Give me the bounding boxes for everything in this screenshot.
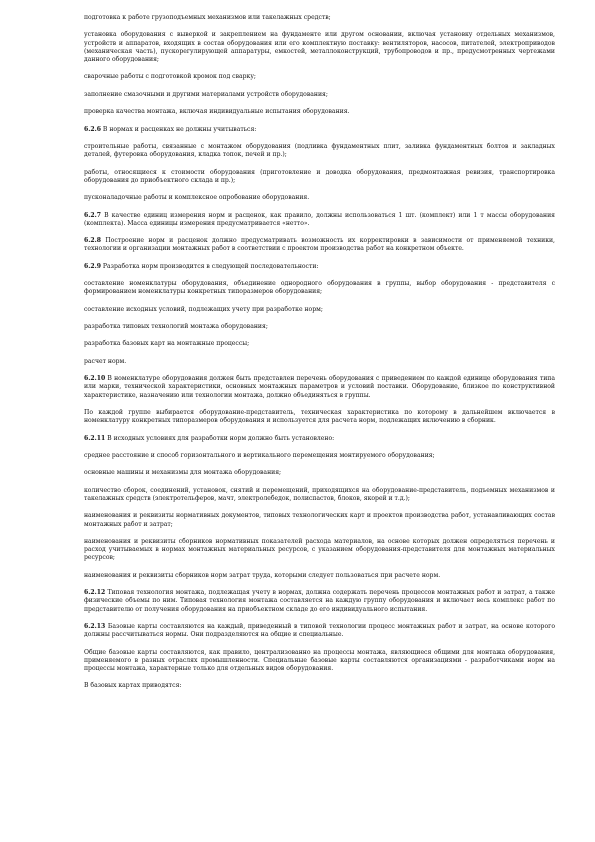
paragraph-text: заполнение смазочными и другими материалами устройств оборудования;	[84, 90, 328, 98]
paragraph-text: разработка типовых технологий монтажа оборудования;	[84, 323, 268, 331]
paragraph-text: В качестве единиц измерения норм и расценок, как правило, должны использоваться 1 шт. (комплект) или 1 т массы оборудования (комплекта). Масса единицы измерения предусматривается «нетто».	[84, 211, 555, 227]
paragraph-text: пусконаладочные работы и комплексное опробование оборудования.	[84, 194, 310, 202]
clause-number: 6.2.12	[84, 589, 106, 597]
paragraph	[84, 143, 555, 159]
paragraph	[84, 589, 555, 614]
paragraph	[84, 108, 555, 116]
paragraph-text: работы, относящиеся к стоимости оборудования (приготовление и доводка оборудования, предмонтажная ревизия, транспортировка оборудования до приобъектного склада и пр.);	[84, 168, 555, 184]
paragraph-text: составление исходных условий, подлежащих учету при разработке норм;	[84, 305, 323, 313]
paragraph	[84, 538, 555, 563]
paragraph-text: Базовые карты составляются на каждый, приведенный в типовой технологии процесс монтажных работ и затрат, на основе которого должны рассчитываться нормы. Они подразделяются на общие и специальные.	[84, 623, 555, 639]
paragraph	[84, 14, 555, 22]
paragraph-text: В номенклатуре оборудования должен быть представлен перечень оборудования с приведением по каждой единице оборудования типа или марки, технической характеристики, основных монтажных параметров и условий поставки. Оборудование, близкое по конструктивной характеристике, назначению или технологии монтажа, должно объединяться в группы.	[84, 375, 555, 399]
paragraph-text: В нормах и расценках не должны учитываться:	[100, 125, 257, 133]
paragraph-text: подготовка к работе грузоподъемных механизмов или такелажных средств;	[84, 14, 331, 21]
paragraph	[84, 375, 555, 400]
paragraph	[84, 194, 555, 202]
clause-number: 6.2.10	[84, 375, 106, 383]
paragraph-text: В исходных условиях для разработки норм должно быть установлено:	[105, 434, 335, 442]
paragraph	[84, 237, 555, 253]
clause-number: 6.2.8	[84, 237, 101, 245]
paragraph	[84, 280, 555, 296]
paragraph	[84, 323, 555, 331]
document-body	[84, 14, 555, 691]
paragraph-text: наименования и реквизиты сборников норм затрат труда, которыми следует пользоваться при расчете норм.	[84, 571, 441, 579]
paragraph-text: основные машины и механизмы для монтажа оборудования;	[84, 469, 282, 477]
paragraph-text: разработка базовых карт на монтажные процессы;	[84, 340, 250, 348]
paragraph-text: Типовая технология монтажа, подлежащая учету в нормах, должна содержать перечень процессов монтажных работ и затрат, а также физические объемы по ним. Типовая технология монтажа составляется на каждую группу оборудования и включает весь комплекс работ по представителю от получения оборудования на приобъектном складе до его индивидуального испытания.	[84, 589, 555, 613]
paragraph	[84, 682, 555, 690]
paragraph-text: В базовых картах приводятся:	[84, 682, 182, 690]
paragraph-text: установка оборудования с выверкой и закреплением на фундаменте или другом основании, включая установку отдельных механизмов, устройств и аппаратов, входящих в состав оборудования или его комплектную поставку: вентиляторов, насосов, питателей, электроприводов (механическая часть), пускорегулирующей аппаратуры, емкостей, металлоконструкций, трубопроводов и пр., предусмотренных чертежами данного оборудования;	[84, 31, 555, 63]
paragraph-text: расчет норм.	[84, 357, 127, 365]
paragraph	[84, 572, 555, 580]
paragraph	[84, 91, 555, 99]
clause-number: 6.2.9	[84, 262, 101, 270]
paragraph-text: составление номенклатуры оборудования, объединение однородного оборудования в группы, выбор оборудования - представителя с формированием номенклатуры конкретных типоразмеров оборудования;	[84, 280, 555, 296]
paragraph	[84, 263, 555, 271]
clause-number: 6.2.7	[84, 211, 101, 219]
paragraph	[84, 73, 555, 81]
clause-number: 6.2.11	[84, 434, 106, 442]
clause-number: 6.2.6	[84, 125, 101, 133]
paragraph	[84, 469, 555, 477]
paragraph-text: Построение норм и расценок должно предусматривать возможность их корректировки в зависимости от применяемой техники, технологии и организации монтажных работ в соответствии с проектом производства работ на конкретном объекте.	[84, 237, 555, 253]
clause-number: 6.2.13	[84, 623, 106, 630]
paragraph	[84, 452, 555, 460]
paragraph	[84, 306, 555, 314]
paragraph-text: среднее расстояние и способ горизонтального и вертикального перемещения монтируемого оборудования;	[84, 452, 435, 460]
paragraph	[84, 435, 555, 443]
paragraph	[84, 358, 555, 366]
paragraph-text: сварочные работы с подготовкой кромок под сварку;	[84, 73, 256, 81]
paragraph-text: Общие базовые карты составляются, как правило, централизованно на процессы монтажа, являющиеся общими для монтажа оборудования, применяемого в разных отраслях промышленности. Специальные базовые карты составляются организациями - разработчиками норм на процессы монтажа, характерные только для отдельных видов оборудования.	[84, 648, 555, 672]
paragraph	[84, 169, 555, 185]
paragraph	[84, 212, 555, 228]
paragraph	[84, 340, 555, 348]
paragraph-text: По каждой группе выбирается оборудование-представитель, техническая характеристика по которому в дальнейшем включается в номенклатуру конкретных типоразмеров оборудования и используется для расчета норм, подлежащих включению в сборник.	[84, 409, 555, 425]
paragraph-text: проверка качества монтажа, включая индивидуальные испытания оборудования.	[84, 108, 350, 116]
paragraph	[84, 126, 555, 134]
paragraph-text: Разработка норм производится в следующей последовательности:	[100, 262, 319, 270]
paragraph	[84, 409, 555, 425]
paragraph	[84, 31, 555, 64]
paragraph	[84, 487, 555, 503]
paragraph	[84, 649, 555, 674]
paragraph	[84, 623, 555, 639]
paragraph-text: наименования и реквизиты нормативных документов, типовых технологических карт и проектов производства работ, устанавливающих состав монтажных работ и затрат;	[84, 512, 555, 528]
paragraph-text: строительные работы, связанные с монтажом оборудования (подливка фундаментных плит, заливка фундаментных болтов и закладных деталей, футеровка оборудования, кладка топок, печей и пр.);	[84, 142, 555, 159]
paragraph	[84, 512, 555, 528]
paragraph-text: количество сборок, соединений, установок, снятий и перемещений, приходящихся на оборудование-представитель, подъемных механизмов и такелажных средств (электротельферов, мачт, электролебедок, полиспастов, блоков, якорей и т.д.);	[84, 486, 555, 503]
paragraph-text: наименования и реквизиты сборников нормативных показателей расхода материалов, на основе которых должен определяться перечень и расход учитываемых в нормах монтажных материальных ресурсов, с указанием оборудования-представителя для монтажных материальных ресурсов;	[84, 538, 555, 562]
